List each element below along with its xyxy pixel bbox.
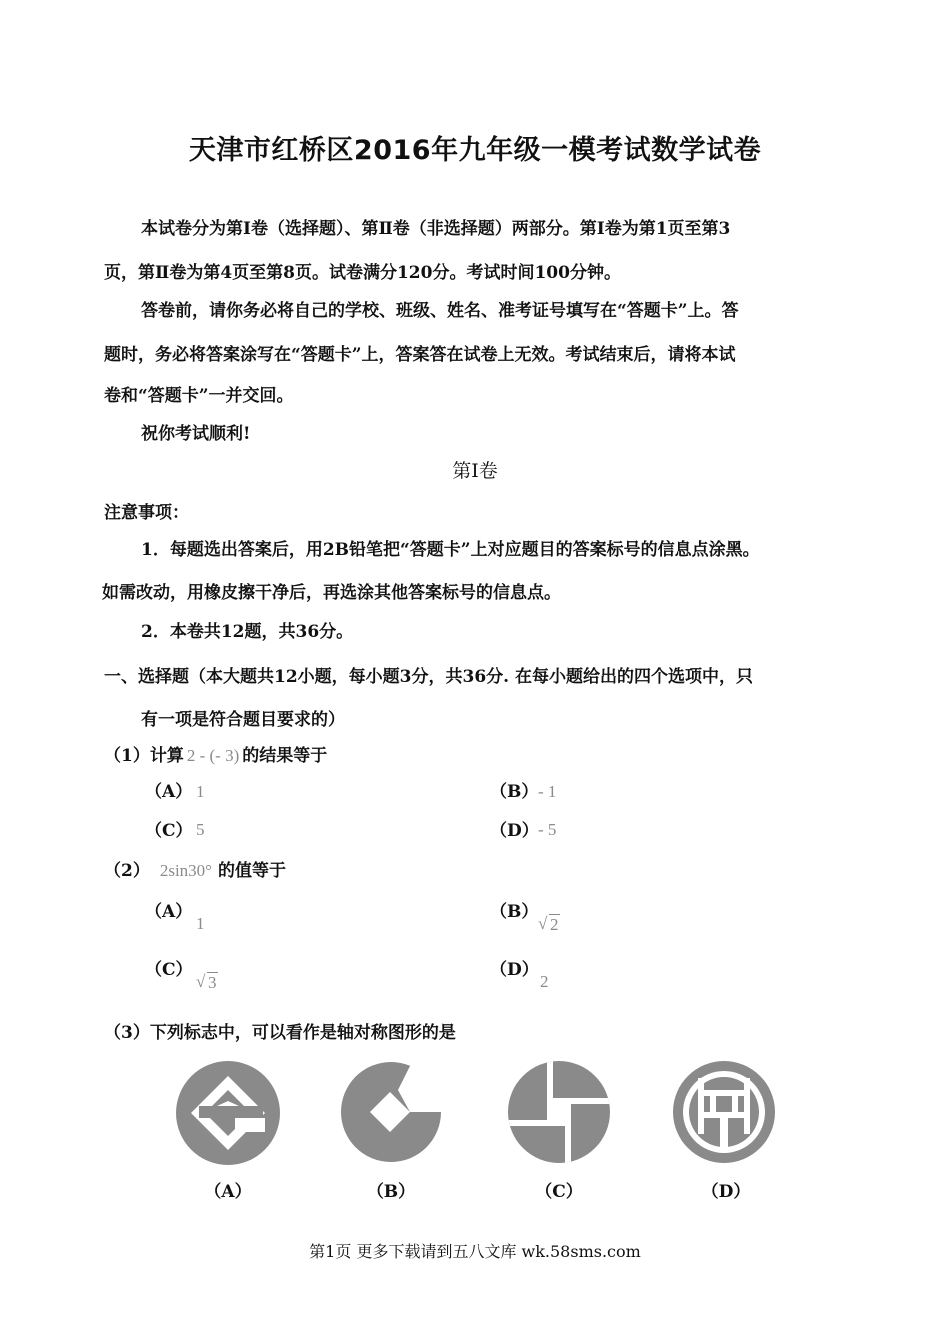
q1-suffix: 的结果等于 [242,746,328,766]
q1-option-c-label[interactable]: （C） [145,821,193,841]
intro-line-4: 题时，务必将答案涂写在“答题卡”上，答案答在试卷上无效。考试结束后，请将本试 [104,345,736,365]
note-1-line-2: 如需改动，用橡皮擦干净后，再选涂其他答案标号的信息点。 [102,583,561,603]
q1-option-b-value: - 1 [538,782,557,801]
logo-a-label[interactable]: （A） [204,1182,252,1202]
q2-option-b-radicand: 2 [550,915,559,934]
logo-b-icon[interactable] [340,1060,442,1164]
q2-option-a-value: 1 [196,914,205,933]
q2-expression: 2sin30° [159,861,212,880]
q2-option-b-value: √ 2 [538,914,559,934]
logo-c-icon[interactable] [507,1060,611,1164]
logo-a-bar [199,1106,263,1118]
q2-option-d-label[interactable]: （D） [490,960,539,980]
q2-option-c-label[interactable]: （C） [145,960,193,980]
logo-c-quadrants [507,1060,611,1164]
logo-a-gap [235,1118,265,1132]
q1-option-c-value: 5 [196,820,205,839]
q2-suffix: 的值等于 [217,861,286,881]
q2-option-c-value: √ 3 [196,972,217,992]
page-footer: 第1页 更多下载请到五八文库 wk.58sms.com [309,1242,641,1261]
note-2: 2．本卷共12题，共36分。 [141,622,354,642]
logo-b-label[interactable]: （B） [366,1182,416,1202]
q2-option-b-label[interactable]: （B） [490,902,539,922]
intro-line-2: 页，第Ⅱ卷为第4页至第8页。试卷满分120分。考试时间100分钟。 [104,263,621,283]
q1-option-a-label[interactable]: （A） [145,782,193,802]
q2-option-a-label[interactable]: （A） [145,902,193,922]
question-1 [104,741,327,766]
q2-option-c-radicand: 3 [208,973,217,992]
part1-heading-line-2: 有一项是符合题目要求的） [141,710,345,730]
q1-expression: 2 - (- 3) [186,746,240,765]
logo-d-icon[interactable] [672,1060,776,1164]
q1-option-d-label[interactable]: （D） [490,821,539,841]
intro-line-1: 本试卷分为第Ⅰ卷（选择题）、第Ⅱ卷（非选择题）两部分。第Ⅰ卷为第1页至第3 [141,219,731,239]
question-2 [104,856,286,881]
intro-line-3: 答卷前，请你务必将自己的学校、班级、姓名、准考证号填写在“答题卡”上。答 [141,301,739,321]
q1-prefix: （1）计算 [104,746,184,766]
question-3: （3）下列标志中，可以看作是轴对称图形的是 [104,1023,456,1043]
section-title: 第Ⅰ卷 [452,460,498,482]
notes-heading: 注意事项： [104,503,189,523]
logo-d-label[interactable]: （D） [701,1182,751,1202]
q2-prefix: （2） [104,861,150,881]
q2-option-d-value: 2 [540,972,549,991]
logo-a-icon[interactable] [175,1060,281,1166]
q1-option-a-value: 1 [196,782,205,801]
intro-line-5: 卷和“答题卡”一并交回。 [104,386,294,406]
logo-c-label[interactable]: （C） [535,1182,583,1202]
intro-line-6: 祝你考试顺利! [141,424,251,444]
q1-option-b-label[interactable]: （B） [490,782,539,802]
page-title: 天津市红桥区2016年九年级一模考试数学试卷 [188,135,762,166]
part1-heading-line-1: 一、选择题（本大题共12小题，每小题3分，共36分. 在每小题给出的四个选项中，只 [104,667,753,687]
q1-option-d-value: - 5 [538,820,557,839]
note-1-line-1: 1．每题选出答案后，用2B铅笔把“答题卡”上对应题目的答案标号的信息点涂黑。 [141,540,760,560]
